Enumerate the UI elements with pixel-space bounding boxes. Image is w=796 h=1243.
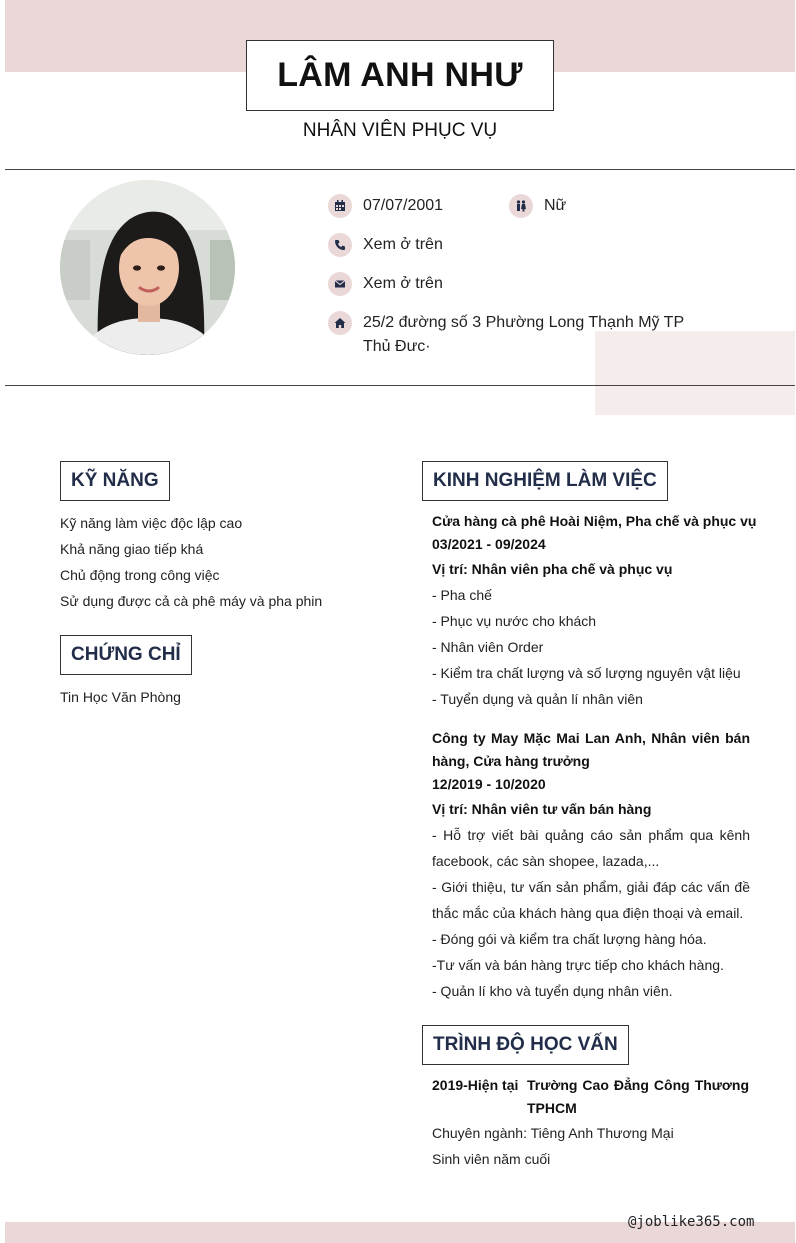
skill-item: Kỹ năng làm việc độc lập cao (60, 515, 243, 531)
job-role: Vị trí: Nhân viên tư vấn bán hàng (432, 801, 652, 817)
certificates-heading: CHỨNG CHỈ (71, 644, 181, 665)
job-role: Vị trí: Nhân viên pha chế và phục vụ (432, 561, 673, 577)
job-task: - Nhân viên Order (432, 639, 544, 655)
email-row (328, 272, 443, 296)
calendar-icon (328, 194, 352, 218)
job-task: - Kiểm tra chất lượng và số lượng nguyên vật liệu (432, 665, 741, 681)
education-major: Chuyên ngành: Tiêng Anh Thương Mại (432, 1125, 674, 1141)
avatar (60, 180, 235, 355)
job-company: Công ty May Mặc Mai Lan Anh, Nhân viên bán (432, 730, 750, 746)
skills-heading: KỸ NĂNG (71, 470, 159, 491)
job-company-cont: hàng, Cửa hàng trưởng (432, 753, 590, 769)
education-school: Trường Cao Đẳng Công Thương (527, 1077, 749, 1093)
email-text: Xem ở trên (363, 275, 443, 292)
experience-heading: KINH NGHIỆM LÀM VIỆC (433, 470, 657, 491)
job-task: - Tuyển dụng và quản lí nhân viên (432, 691, 643, 707)
address-line-1: 25/2 đường số 3 Phường Long Thạnh Mỹ TP (363, 314, 685, 331)
certificate-item: Tin Học Văn Phòng (60, 689, 181, 705)
divider-top (5, 169, 795, 170)
phone-row (328, 233, 443, 257)
address-line-2: Thủ Đưc· (363, 338, 431, 355)
email-icon (328, 272, 352, 296)
candidate-position: NHÂN VIÊN PHỤC VỤ (302, 120, 498, 141)
job-task: thắc mắc của khách hàng qua điện thoại và email. (432, 905, 744, 921)
experience-heading-box (422, 461, 668, 501)
candidate-name: LÂM ANH NHƯ (277, 56, 523, 94)
job-task: - Phục vụ nước cho khách (432, 613, 597, 629)
job-task: facebook, các sàn shopee, lazada,... (432, 853, 660, 869)
job-company: Cửa hàng cà phê Hoài Niệm, Pha chế và phục vụ (432, 513, 757, 529)
job-task: - Đóng gói và kiểm tra chất lượng hàng hóa. (432, 931, 707, 947)
education-school-cont: TPHCM (527, 1100, 577, 1116)
divider-bottom (5, 385, 795, 386)
home-icon (328, 311, 352, 335)
watermark: @joblike365.com (628, 1214, 755, 1230)
job-task: - Quản lí kho và tuyển dụng nhân viên. (432, 983, 673, 999)
job-period: 12/2019 - 10/2020 (432, 776, 546, 792)
job-task: - Hỗ trợ viết bài quảng cáo sản phẩm qua kênh (432, 827, 750, 843)
job-task: - Pha chế (432, 587, 492, 603)
skill-item: Chủ động trong công việc (60, 567, 220, 583)
education-period: 2019-Hiện tại (432, 1077, 519, 1093)
gender-text: Nữ (544, 197, 567, 214)
name-box (246, 40, 554, 111)
job-period: 03/2021 - 09/2024 (432, 536, 546, 552)
certificates-heading-box (60, 635, 192, 675)
skills-heading-box (60, 461, 170, 501)
phone-text: Xem ở trên (363, 236, 443, 253)
gender-icon (509, 194, 533, 218)
birthday-text: 07/07/2001 (363, 197, 444, 214)
job-task: - Giới thiệu, tư vấn sản phẩm, giải đáp các vấn đề (432, 879, 750, 895)
phone-icon (328, 233, 352, 257)
education-heading: TRÌNH ĐỘ HỌC VẤN (433, 1034, 618, 1055)
education-status: Sinh viên năm cuối (432, 1151, 551, 1167)
skill-item: Sử dụng được cả cà phê máy và pha phin (60, 593, 323, 609)
gender-row (509, 194, 566, 218)
job-task: -Tư vấn và bán hàng trực tiếp cho khách hàng. (432, 957, 724, 973)
address-row (328, 311, 684, 359)
address-text (363, 311, 684, 359)
avatar-photo (60, 180, 235, 355)
skill-item: Khả năng giao tiếp khá (60, 541, 204, 557)
education-heading-box (422, 1025, 629, 1065)
birthday-row (328, 194, 443, 218)
